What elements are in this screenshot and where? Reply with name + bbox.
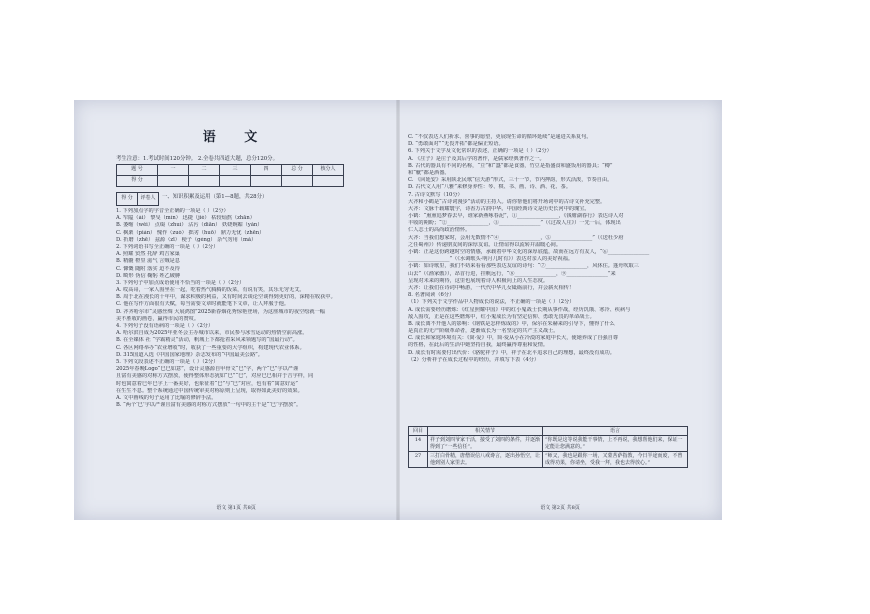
text-line: 小鹤：如诗歌里，我们不妨来看看那些表达友谊的诗句：“⑦________________，风休住。蓬舟吹取三	[408, 263, 639, 270]
text-line: A. 照耀 贸然 托辞 鸡吉家巢	[116, 251, 180, 258]
text-line: D. 折磨（zhē） 兹源（zī） 梗子（géng） 杂气勿用（mǎ）	[116, 236, 257, 243]
text-line: 的性格，在此后的生活中她坚持自我，最终赢得尊重和爱情。	[408, 342, 549, 349]
text-line: B. 古代的器具有不同的名称，“豆”和“簋”都是食器，竹豆是指盛食和盛饭用的器具；“樽”	[408, 162, 613, 169]
text-line: 敌人围攻，正是在这些磨炼中，红小鬼成长为有坚定信仰、勇敢无畏的革命战士。	[408, 313, 595, 320]
table-cell: 祥子到刘四爷家干活，接受了刘四的条件，并逐渐得到了“一些信任”。	[428, 436, 543, 452]
text-line: A. 哎高哥，一家人围坐在一起，吃着热气腾腾的饭菜，有说有笑，其乐无穷无艾。	[116, 287, 305, 294]
text-line: 丰收的期盼；“②________________，③________________”（《过故人庄》）一先一后，体现出	[408, 220, 621, 227]
text-line: 大齐：让我们在诗词中畅游，一代代中华儿女砥砺前行，并会薪火相传！	[408, 284, 575, 291]
page-footer-right: 语文 第2页 共8页	[540, 505, 580, 511]
text-line: C. 成长和家庭环境有关：《简·爱》中，简·爱从小在冷漠的家庭中长大，使她养成了自强自尊	[408, 335, 619, 342]
text-line: C. 慷慨 随附 落实 迫不及待	[116, 265, 180, 272]
score-cell: 核分人	[313, 165, 344, 176]
section-heading: 一、知识积累及运用（第1—8题，共28分）	[162, 194, 268, 200]
table-cell: 14	[409, 436, 428, 452]
text-line: 3. 下列句子中加点成语使用不恰当的一项是（ ）（2分）	[116, 279, 245, 286]
question-text-block	[116, 208, 386, 409]
text-line: B. 成长离不开他人的影响：《钢铁是怎样炼成的》中，保尔在朱赫来的引导下，懂得了什么	[408, 320, 615, 327]
score-cell	[158, 176, 189, 187]
text-line: C. “不仅表达人们祈求、喜事的愿望，更展现生命的循环延续”是递进关系复句。	[408, 134, 592, 140]
table-row	[409, 452, 688, 468]
text-line: A. 《庄子》是庄子及其后学的著作，是儒家经典著作之一。	[408, 155, 545, 162]
grader-box	[116, 192, 159, 206]
text-line: 山去”（《渔家傲》），昂首行进，挂帆远行，“⑧________________，⑨________________”来	[408, 270, 616, 277]
text-line: 8. 名著阅读（6分）	[408, 292, 455, 299]
table-cell: 27	[409, 452, 428, 468]
score-cell: 得 分	[117, 176, 158, 187]
score-cell: 一	[158, 165, 189, 176]
table-header-cell: 回目	[409, 427, 428, 436]
score-cell	[251, 176, 282, 187]
text-line: 7. 古诗文默写（10分）	[408, 191, 463, 198]
page-footer: 语文 第1页 共8页	[216, 505, 256, 511]
text-line: D. 成长有时需要付出代价：《骆驼祥子》中，祥子在北平追求自己的理想，最终没有成功。	[408, 349, 615, 356]
text-line: 和“觥”都是酒器。	[408, 169, 450, 176]
table-cell: 三打白骨精，唐僧误信八戒谗言，逐出孙悟空，让他到别人家里去。	[428, 452, 543, 468]
text-line: A. 文中画线的句子运用了比喻的修辞手法。	[116, 394, 217, 401]
exam-notice: 考生注意：1.考试时间120分钟。 2.全卷共四道大题，总分120分。	[116, 156, 278, 162]
score-cell: 四	[251, 165, 282, 176]
text-line: 呈现对未来的期待，这里也展现着诗人积极向上的人生态度。	[408, 277, 549, 284]
text-line: 大齐：当我们想家时，会用无数情不“④________________，⑤________________”（《送杜少府	[408, 234, 624, 241]
question-text-block-right	[408, 134, 704, 364]
text-line: A. 窄隘（ài） 黎旻（mín） 迅捷（jié） 枯较灿熬（zhān）	[116, 215, 255, 222]
text-line: D. 古代文人用“八雅”来修身养性：琴、棋、书、画、诗、酒、花、茶。	[408, 184, 572, 191]
text-line: D. 齐齐哈尔市“灵感丝绸 大展鸿图”2025新春烟花秀惊艳登场，为这座城市的夜空绘就一幅	[116, 308, 325, 315]
text-line: 仁人志士的高尚政治情怀。	[408, 227, 471, 234]
page-1	[74, 100, 398, 520]
table-cell: “你既是这等说我能干事情，上不再说，我想帮他们来，保证一定能让您满意的。”	[543, 436, 688, 452]
table-row	[409, 436, 688, 452]
text-line: 美不胜收的画卷，赢得市民的赞叹。	[116, 315, 200, 322]
text-line: B. 在全媒体 社 “学霸精灵”活动，帆城上下都抢着采风来领题写的“国最行动”。	[116, 337, 298, 344]
text-line: 在生生不息。整个系统通过中国传统审美对称原则上呈现，取得如此美好的效果。	[116, 387, 303, 394]
text-line: D. “勇敢面对”“无畏开拓”都是偏正短语。	[408, 141, 504, 148]
text-line: D. 畸形 伪信 鞠躬 姓乙破膊	[116, 272, 181, 279]
text-line: 是真正的无产阶级革命者，逐渐成长为一名坚定的共产主义战士。	[408, 328, 559, 335]
text-line: C. 枫栗（pián） 愧作（zuò） 拙劣（huō） 鼎力无忧（zhēn）	[116, 229, 265, 236]
text-line: 时也寓意着巳年巳字上一番美好，也象征着“巳”与“巳”对应，也有着“寓意好运”	[116, 380, 298, 387]
table-header-cell: 相关情节	[428, 427, 543, 436]
text-line: 2025年春晚Logo“巳巳如意”，设计灵感源自甲骨文“巳”字，两个“巳”字以严谨	[116, 366, 299, 373]
text-line: 小鹤：正是这份跨越时空的情感，承载着中华文化的深厚底蕴，故而在远方有友人，“⑥________________	[408, 249, 650, 255]
text-line: 5. 下列文段表述不正确的一项是（ ）（2分）	[116, 358, 219, 365]
table-header-cell: 语言	[543, 427, 688, 436]
text-line: A. 成长需要经历磨炼：《红星照耀中国》中的红小鬼战士长期从事作战，经历饥饿、寒冷、疾病与	[408, 306, 631, 313]
text-line: 4. 下列句子没有语病的一项是（ ）（2分）	[116, 323, 214, 329]
text-line: B. “两个‘巳’字以严谨且富有美感的对称方式摆放”一句中的主干是“‘巳’字摆放”。	[116, 402, 302, 409]
score-cell-label: 得 分	[117, 193, 138, 206]
text-line: C. 各区网络举办“农业增收”时，收获了一些重要的大学组织，构建现代农业体系。	[116, 344, 305, 351]
page-2	[398, 100, 722, 520]
text-line: 且富有美感的对称方式摆放，使得整体形态犹如“巳”“巳”，对应巳巳相并于吉字样，同	[116, 373, 314, 380]
exam-title: 语 文	[202, 130, 270, 145]
text-line: 大齐：文脉千载耀寰宇，诗香万古润中华。中国经典诗文是历史长河中的瑰宝。	[408, 205, 590, 212]
text-line: 之任蜀州》）传递朋友间的深厚友谊。让情谊得以流转并温暖心间。	[408, 241, 562, 248]
score-cell	[220, 176, 251, 187]
scanned-exam-sheet	[74, 100, 722, 520]
score-table	[116, 164, 344, 187]
text-line: C. 他在写作方面很有天赋，每当需要文章时就能笔下文章，让人拜服于他。	[116, 301, 290, 308]
grader-cell-label: 评卷人	[138, 193, 159, 206]
text-line: C. 《回延安》采用陕北民歌“信天游”形式，三十一节，节内押韵，形式活泼，节奏自由。	[408, 177, 613, 184]
table-cell: “师父，我也是跟你一场，又蒙菩萨指教，今日半途而废，不曾成得功果，你请坐，受我一拜，我也去得放心。”	[543, 452, 688, 468]
text-line: ________________”（《水调歌头·明月几时有》）表达对亲人的美好祝福。	[408, 256, 574, 263]
text-line: （1）下列关于文学作品中人物成长的说法，不正确的一项是（ ）（2分）	[408, 299, 575, 306]
text-line: 6. 下列关于文学及文化常识的表述，正确的一项是（ ）（2分）	[408, 148, 552, 155]
score-cell	[313, 176, 344, 187]
text-line: B. 萎缩（wěi） 点缀（zhuì） 沾污（diān） 妖娆婉媚（yǎn）	[116, 222, 263, 229]
text-line: A. 哈尔滨自成为2025年亚冬会主办城市以来，市民参与冰雪运动的热情空前高涨。	[116, 330, 308, 337]
reading-table	[408, 426, 688, 468]
text-line: 小鹤：“熏熏追梦春去早，谁家新燕啄春泥”，①________________，《钱塘湖春行》表达诗人对	[408, 213, 624, 220]
text-line: 大齐和小鹤是“古诗词漫步”活动的主持人。请你帮他们将开场词中的古诗文补充完整。	[408, 198, 606, 205]
score-cell	[282, 176, 313, 187]
score-cell: 总 分	[282, 165, 313, 176]
score-cell	[189, 176, 220, 187]
text-line: 2. 下列词语书写全正确的一项是（ ）（2分）	[116, 243, 219, 250]
score-cell: 题 号	[117, 165, 158, 176]
text-line: D. 315国道入选《中国国家地理》杂志发布的“中国最美公路”。	[116, 351, 263, 358]
text-line: B. 周于北在漫长的十年中，谋求积极的利益，又有时间去谈论空谈得到更好的，深精在收获中。	[116, 294, 336, 301]
text-line: B. 精髓 橙里 滋气 言贼是息	[116, 258, 180, 265]
score-cell: 二	[189, 165, 220, 176]
text-line: （2）分析祥子在成长过程中的经历，并填写下表（4分）	[408, 356, 540, 363]
text-line: 1. 下列加点字的字音全正确的一项是（ ）（2分）	[116, 208, 229, 214]
score-cell: 三	[220, 165, 251, 176]
